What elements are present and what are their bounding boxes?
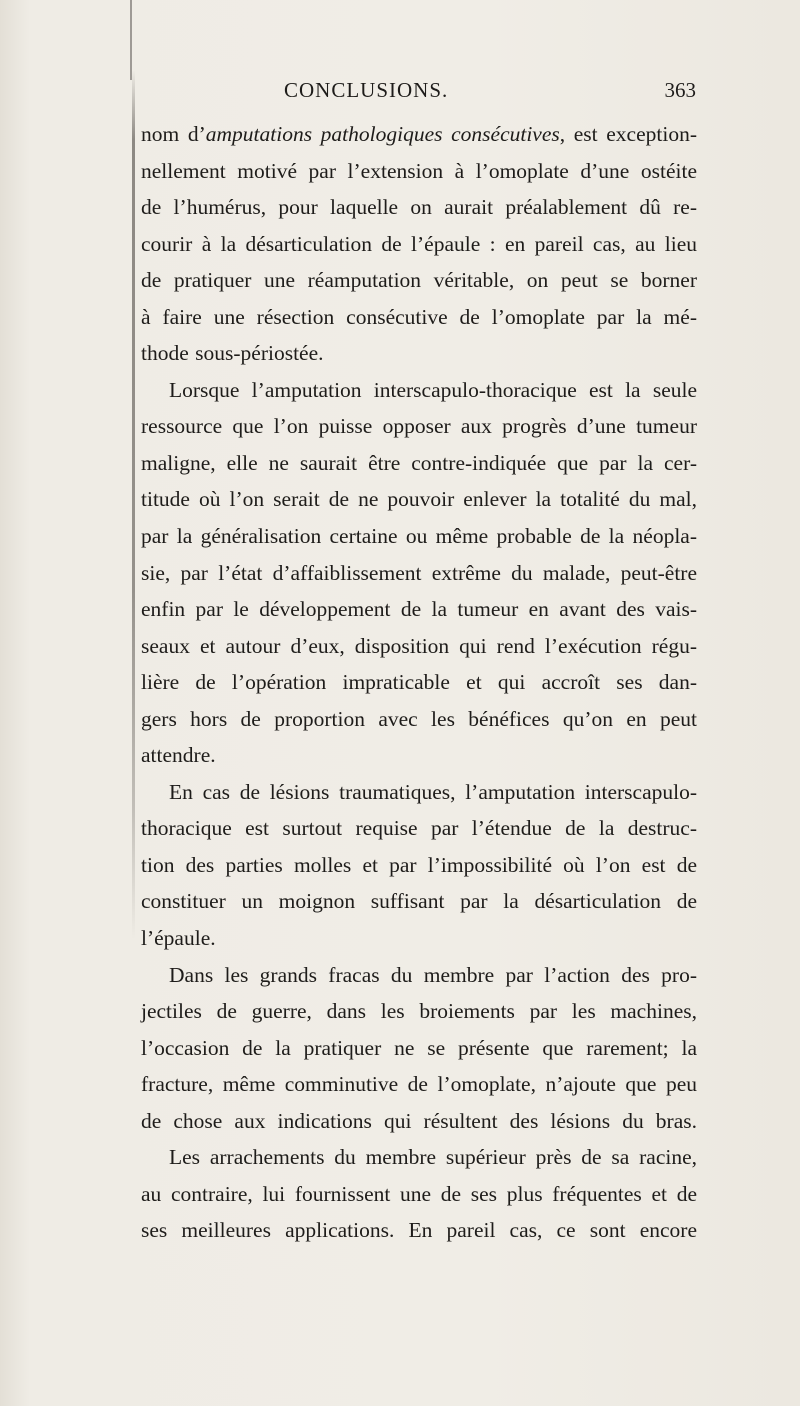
text-line — [141, 116, 697, 153]
text-fragment: nom d’ — [141, 122, 206, 146]
text-fragment: , est exception- — [559, 122, 697, 146]
text-line: sie, par l’état d’affaiblissement extrême du malade, peut-être — [141, 560, 697, 585]
text-line: nellement motivé par l’extension à l’omoplate d’une ostéite — [141, 158, 697, 183]
text-line: ressource que l’on puisse opposer aux progrès d’une tumeur — [141, 414, 697, 439]
text-line: par la généralisation certaine ou même probable de la néopla- — [141, 524, 697, 549]
text-line: thoracique est surtout requise par l’étendue de la destruc- — [141, 816, 697, 841]
text-line: tion des parties molles et par l’impossibilité où l’on est de — [141, 852, 697, 877]
text-line: jectiles de guerre, dans les broiements par les machines, — [141, 999, 697, 1024]
text-line: thode sous-périostée. — [141, 341, 324, 366]
running-head: CONCLUSIONS. — [284, 78, 449, 102]
text-line: enfin par le développement de la tumeur en avant des vais- — [141, 597, 697, 622]
paragraph-start: En cas de lésions traumatiques, l’amputation interscapulo- — [169, 779, 697, 804]
text-line: attendre. — [141, 743, 216, 768]
text-line: l’occasion de la pratiquer ne se présente que rarement; la — [141, 1035, 697, 1060]
text-line: fracture, même comminutive de l’omoplate, n’ajoute que peu — [141, 1072, 697, 1097]
text-line: de l’humérus, pour laquelle on aurait préalablement dû re- — [141, 195, 697, 220]
paragraph-start: Dans les grands fracas du membre par l’action des pro- — [169, 962, 697, 987]
page-gutter-shadow — [132, 70, 135, 940]
text-line: maligne, elle ne saurait être contre-indiquée que par la cer- — [141, 450, 697, 475]
page-header — [140, 78, 696, 110]
text-line: l’épaule. — [141, 926, 216, 951]
text-line: titude où l’on serait de ne pouvoir enlever la totalité du mal, — [141, 487, 697, 512]
text-line: constituer un moignon suffisant par la désarticulation de — [141, 889, 697, 914]
text-line: seaux et autour d’eux, disposition qui rend l’exécution régu- — [141, 633, 697, 658]
page-number: 363 — [664, 78, 696, 102]
italic-phrase: amputations pathologiques consécutives — [205, 122, 560, 146]
paragraph-start: Lorsque l’amputation interscapulo-thoracique est la seule — [169, 377, 697, 402]
paragraph-start: Les arrachements du membre supérieur près de sa racine, — [169, 1145, 697, 1170]
text-line: courir à la désarticulation de l’épaule : en pareil cas, au lieu — [141, 231, 697, 256]
body-text — [141, 116, 697, 1249]
text-line: à faire une résection consécutive de l’omoplate par la mé- — [141, 304, 697, 329]
text-line: gers hors de proportion avec les bénéfices qu’on en peut — [141, 706, 697, 731]
text-line: de pratiquer une réamputation véritable, on peut se borner — [141, 268, 697, 293]
text-line: lière de l’opération impraticable et qui accroît ses dan- — [141, 670, 697, 695]
text-line: ses meilleures applications. En pareil cas, ce sont encore — [141, 1218, 697, 1243]
text-line: au contraire, lui fournissent une de ses plus fréquentes et de — [141, 1181, 697, 1206]
page-edge-shadow — [130, 0, 132, 80]
text-line: de chose aux indications qui résultent des lésions du bras. — [141, 1108, 697, 1133]
